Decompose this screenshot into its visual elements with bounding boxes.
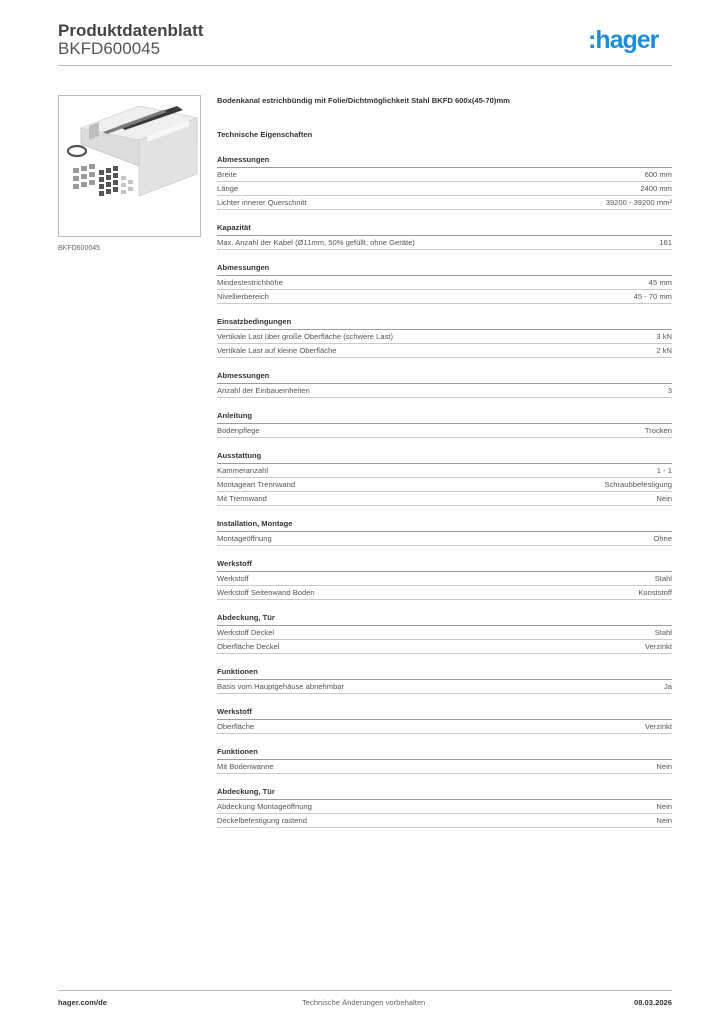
product-image [58, 95, 201, 237]
spec-row [217, 626, 672, 640]
logo-text: :hager [588, 26, 659, 54]
spec-row [217, 572, 672, 586]
spec-value: Stahl [654, 628, 672, 637]
product-specs [217, 96, 672, 828]
section-title: Kapazität [217, 223, 672, 236]
header-divider [58, 65, 672, 66]
spec-label: Oberfläche [217, 722, 255, 731]
spec-row [217, 236, 672, 250]
spec-row [217, 586, 672, 600]
spec-section [217, 707, 672, 734]
spec-value: Schraubbefestigung [604, 480, 672, 489]
spec-label: Abdeckung Montageöffnung [217, 802, 312, 811]
spec-section [217, 155, 672, 210]
spec-label: Länge [217, 184, 239, 193]
spec-value: 600 mm [644, 170, 672, 179]
spec-row [217, 290, 672, 304]
spec-section [217, 263, 672, 304]
floor-duct-illustration [59, 96, 200, 236]
spec-label: Montageart Trennwand [217, 480, 296, 489]
spec-section [217, 559, 672, 600]
section-title: Installation, Montage [217, 519, 672, 532]
spec-label: Kammeranzahl [217, 466, 269, 475]
spec-label: Mindestestrichhöhe [217, 278, 283, 287]
spec-value: Stahl [654, 574, 672, 583]
section-title: Funktionen [217, 667, 672, 680]
spec-row [217, 196, 672, 210]
spec-value: 39200 - 39200 mm² [605, 198, 672, 207]
spec-value: 45 mm [648, 278, 672, 287]
spec-label: Mit Trennwand [217, 494, 267, 503]
spec-label: Mit Bodenwanne [217, 762, 274, 771]
spec-label: Werkstoff [217, 574, 249, 583]
spec-value: 2400 mm [640, 184, 672, 193]
section-title: Funktionen [217, 747, 672, 760]
spec-label: Nivellierbereich [217, 292, 269, 301]
spec-row [217, 344, 672, 358]
spec-section [217, 613, 672, 654]
spec-value: 3 [667, 386, 672, 395]
spec-label: Werkstoff Deckel [217, 628, 275, 637]
spec-section [217, 787, 672, 828]
spec-row [217, 640, 672, 654]
spec-row [217, 720, 672, 734]
spec-section [217, 519, 672, 546]
spec-value: Nein [656, 802, 672, 811]
section-title: Abmessungen [217, 371, 672, 384]
spec-row [217, 168, 672, 182]
tech-properties-heading: Technische Eigenschaften [217, 130, 313, 139]
spec-section [217, 411, 672, 438]
section-title: Abmessungen [217, 155, 672, 168]
section-title: Abdeckung, Tür [217, 613, 672, 626]
spec-row [217, 760, 672, 774]
section-title: Werkstoff [217, 559, 672, 572]
spec-row [217, 182, 672, 196]
spec-row [217, 800, 672, 814]
spec-row [217, 276, 672, 290]
spec-label: Bodenpflege [217, 426, 260, 435]
spec-label: Anzahl der Einbaueinheiten [217, 386, 310, 395]
spec-value: 1 - 1 [656, 466, 672, 475]
spec-value: Ohne [653, 534, 672, 543]
spec-value: Nein [656, 816, 672, 825]
spec-label: Breite [217, 170, 237, 179]
spec-label: Basis vom Hauptgehäuse abnehmbar [217, 682, 345, 691]
spec-row [217, 464, 672, 478]
spec-row [217, 532, 672, 546]
footer-note: Technische Änderungen vorbehalten [302, 998, 426, 1007]
footer-divider [58, 990, 672, 991]
spec-value: 45 - 70 mm [633, 292, 672, 301]
section-title: Werkstoff [217, 707, 672, 720]
spec-value: Kunststoff [638, 588, 672, 597]
page-title: Produktdatenblatt [58, 21, 204, 40]
spec-row [217, 424, 672, 438]
spec-section [217, 451, 672, 506]
footer-website: hager.com/de [58, 998, 107, 1007]
spec-row [217, 814, 672, 828]
spec-value: 3 kN [656, 332, 672, 341]
section-title: Abmessungen [217, 263, 672, 276]
spec-section [217, 667, 672, 694]
hager-logo [588, 26, 674, 56]
image-caption: BKFD600045 [58, 245, 101, 252]
spec-section [217, 317, 672, 358]
spec-label: Oberfläche Deckel [217, 642, 280, 651]
spec-row [217, 680, 672, 694]
spec-label: Deckelbefestigung rastend [217, 816, 307, 825]
spec-value: Verzinkt [644, 642, 672, 651]
spec-value: Verzinkt [644, 722, 672, 731]
spec-row [217, 384, 672, 398]
footer-date: 08.03.2026 [633, 998, 672, 1007]
spec-row [217, 330, 672, 344]
section-title: Ausstattung [217, 451, 672, 464]
spec-section [217, 371, 672, 398]
spec-value: 161 [659, 238, 672, 247]
spec-value: 2 kN [656, 346, 672, 355]
product-title: Bodenkanal estrichbündig mit Folie/Dichtmöglichkeit Stahl BKFD 600x(45-70)mm [217, 96, 510, 105]
spec-label: Werkstoff Seitenwand Boden [217, 588, 315, 597]
spec-value: Trocken [644, 426, 672, 435]
section-title: Anleitung [217, 411, 672, 424]
spec-value: Nein [656, 762, 672, 771]
spec-value: Ja [663, 682, 672, 691]
spec-label: Vertikale Last über große Oberfläche (schwere Last) [217, 332, 394, 341]
spec-sections [217, 155, 672, 828]
spec-section [217, 747, 672, 774]
spec-section [217, 223, 672, 250]
spec-label: Vertikale Last auf kleine Oberfläche [217, 346, 337, 355]
spec-label: Montageöffnung [217, 534, 272, 543]
product-code: BKFD600045 [58, 39, 161, 58]
spec-row [217, 478, 672, 492]
spec-label: Max. Anzahl der Kabel (Ø11mm, 50% gefüllt, ohne Geräte) [217, 238, 415, 247]
spec-value: Nein [656, 494, 672, 503]
spec-label: Lichter innerer Querschnitt [217, 198, 307, 207]
section-title: Abdeckung, Tür [217, 787, 672, 800]
section-title: Einsatzbedingungen [217, 317, 672, 330]
spec-row [217, 492, 672, 506]
